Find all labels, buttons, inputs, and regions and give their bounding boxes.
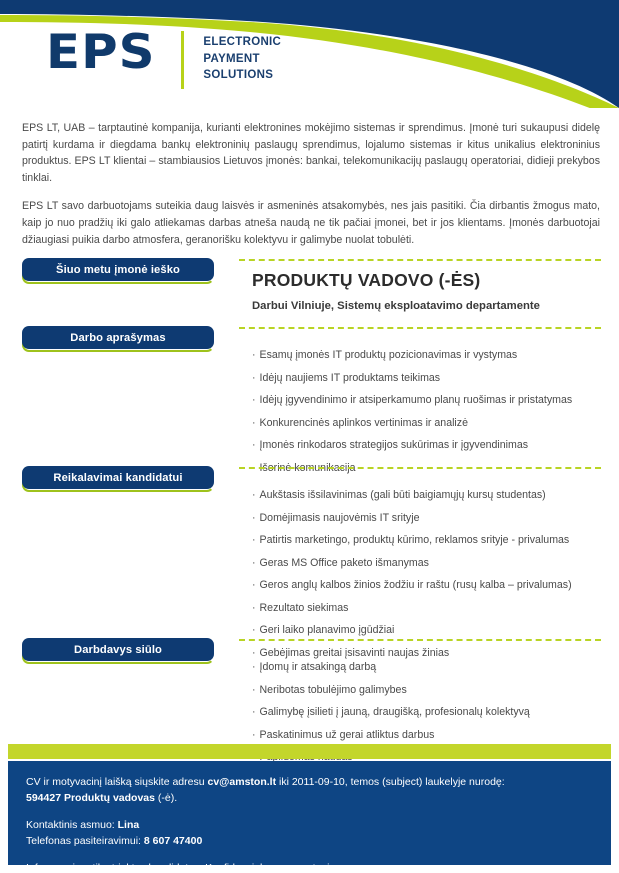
footer-apply-mid: iki 2011-09-10, temos (subject) laukelyje nurodę: <box>276 776 505 788</box>
footer-note: Informuosime tik atrinktus kandidatus. Konfidencialumą garantuojame. <box>26 862 353 873</box>
logo-tagline <box>203 30 281 84</box>
bullet-icon: · <box>252 646 256 659</box>
list-item-text: Patirtis marketingo, produktų kūrimo, reklamos srityje - privalumas <box>259 534 570 546</box>
bullet-icon: · <box>252 706 256 718</box>
bullet-icon: · <box>252 394 256 406</box>
list-item <box>252 488 602 502</box>
badge-requirements-label: Reikalavimai kandidatui <box>22 466 214 489</box>
bullet-icon: · <box>252 349 256 361</box>
list-item-text: Įmonės rinkodaros strategijos sukūrimas ir įgyvendinimas <box>259 439 529 451</box>
bullet-icon: · <box>252 416 256 429</box>
bullet-icon: · <box>252 461 256 474</box>
badge-description <box>22 326 214 352</box>
list-item <box>252 438 602 452</box>
list-item-text: Idėjų įgyvendinimo ir atsiperkamumo planų ruošimas ir pristatymas <box>259 394 573 406</box>
page-title: PRODUKTŲ VADOVO (-ĖS) <box>252 270 481 290</box>
list-item <box>252 728 602 742</box>
logo-divider <box>181 31 184 89</box>
list-item-text: Paskatinimus už gerai atliktus darbus <box>259 728 435 741</box>
intro-paragraph-2: EPS LT savo darbuotojams suteikia daug laisvės ir asmeninės atsakomybės, nes jais pasitiki. Čia dirbantis žmogus mato, kaip jo nuo pradžių iki galo atliekamas darbas atneša naudą ne tik pačiai įmonei, bet ir jos klientams. Įmonės darbuotojai džiaugiasi puikia darbo atmosfera, geranorišku kolektyvu ir galimybe nuolat tobulėti. <box>22 200 600 246</box>
footer-contact-line <box>26 817 593 833</box>
footer-contact-label: Kontaktinis asmuo: <box>26 819 118 831</box>
bullet-icon: · <box>252 601 256 614</box>
badge-description-label: Darbo aprašymas <box>22 326 214 349</box>
list-item-text: Geri laiko planavimo įgūdžiai <box>259 624 395 636</box>
list-item-text: Rezultato siekimas <box>259 601 349 614</box>
list-item-text: Idėjų naujiems IT produktams teikimas <box>259 371 441 384</box>
list-item <box>252 623 602 637</box>
footer-reference-line <box>26 790 593 806</box>
list-item-text: Esamų įmonės IT produktų pozicionavimas ir vystymas <box>259 349 518 361</box>
footer-phone-line <box>26 833 593 849</box>
footer-contact-name: Lina <box>117 819 140 831</box>
bullet-icon: · <box>252 728 256 741</box>
bullet-icon: · <box>252 624 256 636</box>
footer-apply-line <box>26 774 593 790</box>
bullet-icon: · <box>252 661 256 673</box>
bullet-icon: · <box>252 579 256 591</box>
badge-requirements <box>22 466 214 492</box>
footer-accent-bar <box>8 744 611 759</box>
list-item-text: Išorinė komunikacija <box>259 461 356 474</box>
list-item <box>252 683 602 697</box>
section-divider-requirements <box>239 467 601 469</box>
list-item <box>252 348 602 362</box>
badge-offer <box>22 638 214 664</box>
section-divider-offer <box>239 639 601 641</box>
list-item <box>252 578 602 592</box>
list-item <box>252 660 602 674</box>
list-item-text: Geras MS Office paketo išmanymas <box>259 556 429 569</box>
badge-vacancy-label: Šiuo metu įmonė ieško <box>22 258 214 281</box>
bullet-icon: · <box>252 511 256 524</box>
bullet-icon: · <box>252 534 256 546</box>
bullet-icon: · <box>252 489 256 501</box>
footer-reference: 594427 Produktų vadovas <box>26 792 155 804</box>
intro-paragraph-1: EPS LT, UAB – tarptautinė kompanija, kurianti elektronines mokėjimo sistemas ir sprendimus. Įmonė turi sukaupusi didelę patirtį kurdama ir diegdama bankų elektroninių paslaugų sprendimus, lojalumo sistemas ir kitus unikalius elektroninius produktus. EPS LT klientai – stambiausios Lietuvos įmonės: bankai, telekomunikacijų paslaugų operatoriai, didieji prekybos tinklai. <box>22 122 600 184</box>
footer-reference-suffix: (-ė). <box>154 792 178 804</box>
list-item-text: Neribotas tobulėjimo galimybes <box>259 683 407 696</box>
section-divider-vacancy <box>239 259 601 261</box>
page-header <box>0 0 619 108</box>
list-item <box>252 556 602 570</box>
list-item <box>252 601 602 615</box>
description-list <box>252 348 602 483</box>
badge-offer-label: Darbdavys siūlo <box>22 638 214 661</box>
bullet-icon: · <box>252 683 256 696</box>
footer-apply-prefix: CV ir motyvacinį laišką siųskite adresu <box>26 776 208 788</box>
logo-tagline-line-2: PAYMENT <box>203 52 260 65</box>
logo <box>46 25 282 89</box>
footer-phone-number: 8 607 47400 <box>143 835 203 847</box>
list-item-text: Konkurencinės aplinkos vertinimas ir analizė <box>259 416 468 429</box>
logo-tagline-line-3: SOLUTIONS <box>203 69 274 81</box>
list-item-text: Gebėjimas greitai įsisavinti naujas žinias <box>259 646 450 659</box>
list-item-text: Geros anglų kalbos žinios žodžiu ir raštu (rusų kalba – privalumas) <box>259 579 572 591</box>
list-item <box>252 393 602 407</box>
bullet-icon: · <box>252 439 256 451</box>
requirements-list <box>252 488 602 668</box>
bullet-icon: · <box>252 371 256 384</box>
list-item-text: Įdomų ir atsakingą darbą <box>259 661 377 673</box>
bullet-icon: · <box>252 556 256 569</box>
intro-text <box>22 120 600 260</box>
list-item <box>252 371 602 385</box>
list-item <box>252 533 602 547</box>
footer-phone-label: Telefonas pasiteiravimui: <box>26 835 144 847</box>
badge-vacancy <box>22 258 214 284</box>
list-item <box>252 705 602 719</box>
list-item-text: Aukštasis išsilavinimas (gali būti baigiamųjų kursų studentas) <box>259 489 546 501</box>
footer-email[interactable]: cv@amston.lt <box>207 776 277 788</box>
list-item <box>252 646 602 660</box>
section-divider-description <box>239 327 601 329</box>
list-item-text: Domėjimasis naujovėmis IT srityje <box>259 511 420 524</box>
list-item-text: Galimybę įsilieti į jauną, draugišką, profesionalų kolektyvą <box>259 706 530 718</box>
logo-wordmark: EPS <box>46 25 156 80</box>
list-item <box>252 416 602 430</box>
job-subtitle: Darbui Vilniuje, Sistemų eksploatavimo departamente <box>252 300 540 312</box>
logo-tagline-line-1: ELECTRONIC <box>203 36 282 48</box>
page-footer <box>8 761 611 873</box>
list-item <box>252 511 602 525</box>
